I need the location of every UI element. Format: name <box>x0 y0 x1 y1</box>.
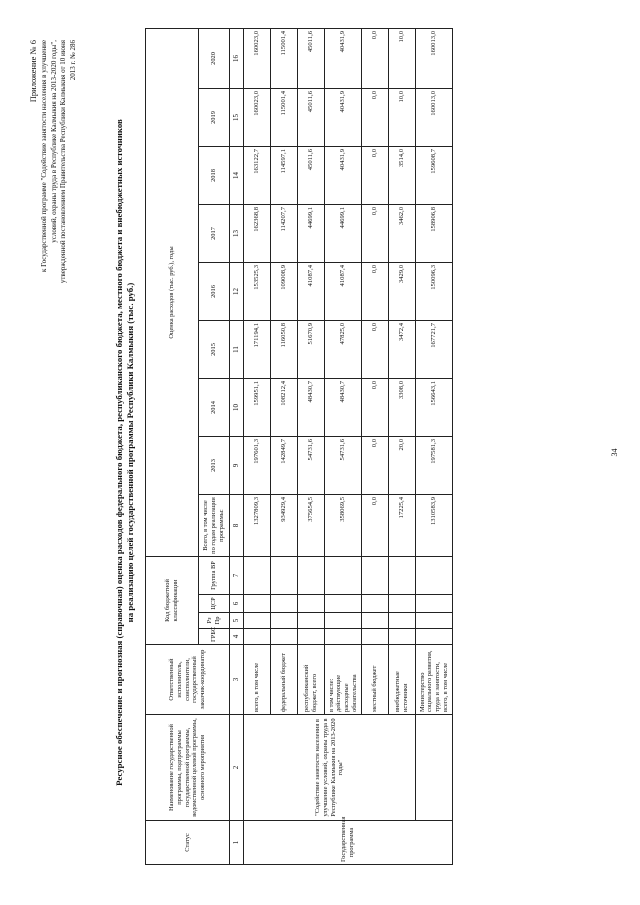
rzpr-cell <box>416 613 453 629</box>
header-year: 2018 <box>199 147 230 205</box>
appendix-line: 2013 г. № 286 <box>68 40 77 81</box>
value-cell: 167721,7 <box>416 321 453 379</box>
column-number: 5 <box>230 613 244 629</box>
value-cell: 10,0 <box>389 89 416 147</box>
value-cell: 158906,8 <box>416 205 453 263</box>
column-number: 14 <box>230 147 244 205</box>
grbs-cell <box>362 629 389 645</box>
value-cell: 41087,4 <box>325 263 362 321</box>
value-cell: 109008,9 <box>271 263 298 321</box>
header-year: 2019 <box>199 89 230 147</box>
column-number: 16 <box>230 28 244 88</box>
value-cell: 114597,1 <box>271 147 298 205</box>
table-row <box>416 28 453 864</box>
row-label: федеральный бюджет <box>271 645 298 715</box>
value-cell: 44699,1 <box>298 205 325 263</box>
table-row <box>244 28 271 864</box>
header-responsible: Ответственный исполнитель, соисполнители, государственный заказчик-координатор <box>146 645 230 715</box>
column-number: 10 <box>230 379 244 437</box>
value-cell: 45011,6 <box>298 147 325 205</box>
grbs-cell <box>389 629 416 645</box>
value-cell: 114207,7 <box>271 205 298 263</box>
value-cell: 197601,3 <box>244 437 271 495</box>
header-budget-code: Код бюджетной классификации <box>146 557 199 645</box>
csr-cell <box>298 595 325 613</box>
value-cell: 41087,4 <box>298 263 325 321</box>
total-cell: 0,0 <box>362 495 389 557</box>
rzpr-cell <box>362 613 389 629</box>
column-number: 15 <box>230 89 244 147</box>
row-label: внебюджетные источники <box>389 645 416 715</box>
column-number: 13 <box>230 205 244 263</box>
value-cell: 0,0 <box>362 321 389 379</box>
column-number: 8 <box>230 495 244 557</box>
rzpr-cell <box>298 613 325 629</box>
column-number: 12 <box>230 263 244 321</box>
rzpr-cell <box>389 613 416 629</box>
program-name-cell: "Содействие занятости населения в улучшение условий, охраны труда в Республике Калмыкия на 2013-2020 годы" <box>244 715 416 821</box>
value-cell: 51670,9 <box>298 321 325 379</box>
header-year: 2013 <box>199 437 230 495</box>
value-cell: 48430,7 <box>298 379 325 437</box>
column-number: 2 <box>230 715 244 821</box>
header-status: Статус <box>146 821 230 865</box>
value-cell: 0,0 <box>362 379 389 437</box>
value-cell: 115001,4 <box>271 89 298 147</box>
grbs-cell <box>298 629 325 645</box>
column-number: 4 <box>230 629 244 645</box>
header-year: 2017 <box>199 205 230 263</box>
grbs-cell <box>271 629 298 645</box>
csr-cell <box>389 595 416 613</box>
value-cell: 3514,0 <box>389 147 416 205</box>
header-name: Наименование государственной программы, подпрограммы государственной программы, ведомственной целевой программы, основного мероприятия <box>146 715 230 821</box>
title-line: на реализацию целей государственной программы Республики Калмыкия (тыс. руб.) <box>125 282 136 623</box>
header-vr: Группа ВР <box>199 557 230 595</box>
column-number: 3 <box>230 645 244 715</box>
value-cell: 45011,6 <box>298 28 325 88</box>
value-cell: 150096,3 <box>416 263 453 321</box>
total-cell: 17225,4 <box>389 495 416 557</box>
value-cell: 47825,0 <box>325 321 362 379</box>
header-rzpr: Рз Пр <box>199 613 230 629</box>
header-estimate: Оценка расходов (тыс. руб.), годы <box>146 28 199 556</box>
row-label: в том числе: действующие расходные обязательства <box>325 645 362 715</box>
value-cell: 54731,6 <box>298 437 325 495</box>
column-number: 11 <box>230 321 244 379</box>
value-cell: 108212,4 <box>271 379 298 437</box>
row-label: местный бюджет <box>362 645 389 715</box>
value-cell: 3472,4 <box>389 321 416 379</box>
header-year: 2015 <box>199 321 230 379</box>
document-title <box>114 40 137 865</box>
vr-cell <box>362 557 389 595</box>
total-cell: 358069,5 <box>325 495 362 557</box>
appendix-line: условий, охраны труда в Республике Калмыкия на 2013-2020 годы", <box>49 40 58 243</box>
csr-cell <box>271 595 298 613</box>
column-number: 6 <box>230 595 244 613</box>
header-grbs: ГРБС <box>199 629 230 645</box>
header-csr: ЦСР <box>199 595 230 613</box>
value-cell: 20,0 <box>389 437 416 495</box>
value-cell: 10,0 <box>389 28 416 88</box>
grbs-cell <box>325 629 362 645</box>
value-cell: 163122,7 <box>244 147 271 205</box>
csr-cell <box>416 595 453 613</box>
header-year: 2016 <box>199 263 230 321</box>
value-cell: 159951,1 <box>244 379 271 437</box>
vr-cell <box>298 557 325 595</box>
grbs-cell <box>416 629 453 645</box>
vr-cell <box>271 557 298 595</box>
value-cell: 160013,0 <box>416 28 453 88</box>
total-cell: 934929,4 <box>271 495 298 557</box>
value-cell: 115001,4 <box>271 28 298 88</box>
appendix-line: утвержденной постановлением Правительства Республики Калмыкия от 10 июня <box>59 40 68 284</box>
csr-cell <box>325 595 362 613</box>
grbs-cell <box>244 629 271 645</box>
rzpr-cell <box>271 613 298 629</box>
value-cell: 40431,9 <box>325 28 362 88</box>
value-cell: 156643,1 <box>416 379 453 437</box>
value-cell: 45011,6 <box>298 89 325 147</box>
value-cell: 44699,1 <box>325 205 362 263</box>
value-cell: 159608,7 <box>416 147 453 205</box>
value-cell: 3462,0 <box>389 205 416 263</box>
resource-table <box>145 28 453 865</box>
vr-cell <box>244 557 271 595</box>
row-label: республиканский бюджет, всего <box>298 645 325 715</box>
value-cell: 160023,0 <box>244 28 271 88</box>
column-number-row <box>230 28 244 864</box>
value-cell: 3308,0 <box>389 379 416 437</box>
value-cell: 116050,8 <box>271 321 298 379</box>
csr-cell <box>244 595 271 613</box>
value-cell: 162368,8 <box>244 205 271 263</box>
header-total: Всего, в том числе по годам реализации программы: <box>199 495 230 557</box>
value-cell: 160023,0 <box>244 89 271 147</box>
header-year: 2014 <box>199 379 230 437</box>
vr-cell <box>416 557 453 595</box>
value-cell: 0,0 <box>362 263 389 321</box>
value-cell: 0,0 <box>362 437 389 495</box>
vr-cell <box>325 557 362 595</box>
total-cell: 375654,5 <box>298 495 325 557</box>
rzpr-cell <box>325 613 362 629</box>
value-cell: 171194,1 <box>244 321 271 379</box>
value-cell: 0,0 <box>362 205 389 263</box>
header-year: 2020 <box>199 28 230 88</box>
rzpr-cell <box>244 613 271 629</box>
value-cell: 142849,7 <box>271 437 298 495</box>
total-cell: 1310583,9 <box>416 495 453 557</box>
page-number: 34 <box>610 448 619 457</box>
title-line: Ресурсное обеспечение и прогнозная (справочная) оценка расходов федерального бюджета, республиканского бюджета, местного бюджета и внебюджетных источников <box>114 119 124 786</box>
column-number: 7 <box>230 557 244 595</box>
value-cell: 0,0 <box>362 89 389 147</box>
value-cell: 153525,3 <box>244 263 271 321</box>
total-cell: 1327809,3 <box>244 495 271 557</box>
value-cell: 3429,0 <box>389 263 416 321</box>
value-cell: 54731,6 <box>325 437 362 495</box>
value-cell: 197581,3 <box>416 437 453 495</box>
column-number: 9 <box>230 437 244 495</box>
value-cell: 48430,7 <box>325 379 362 437</box>
value-cell: 40431,9 <box>325 147 362 205</box>
column-number: 1 <box>230 821 244 865</box>
appendix-line: к Государственной программе "Содействие занятости населения в улучшение <box>40 40 49 272</box>
csr-cell <box>362 595 389 613</box>
value-cell: 0,0 <box>362 28 389 88</box>
row-label: всего, в том числе <box>244 645 271 715</box>
value-cell: 40431,9 <box>325 89 362 147</box>
program-name-cell-empty <box>416 715 453 821</box>
appendix-number: Приложение № 6 <box>28 40 38 103</box>
vr-cell <box>389 557 416 595</box>
value-cell: 0,0 <box>362 147 389 205</box>
row-label: Министерство социального развития, труда и занятости, всего, в том числе <box>416 645 453 715</box>
appendix-header <box>28 40 78 370</box>
status-cell: Государственная программа <box>244 821 453 865</box>
value-cell: 160013,0 <box>416 89 453 147</box>
